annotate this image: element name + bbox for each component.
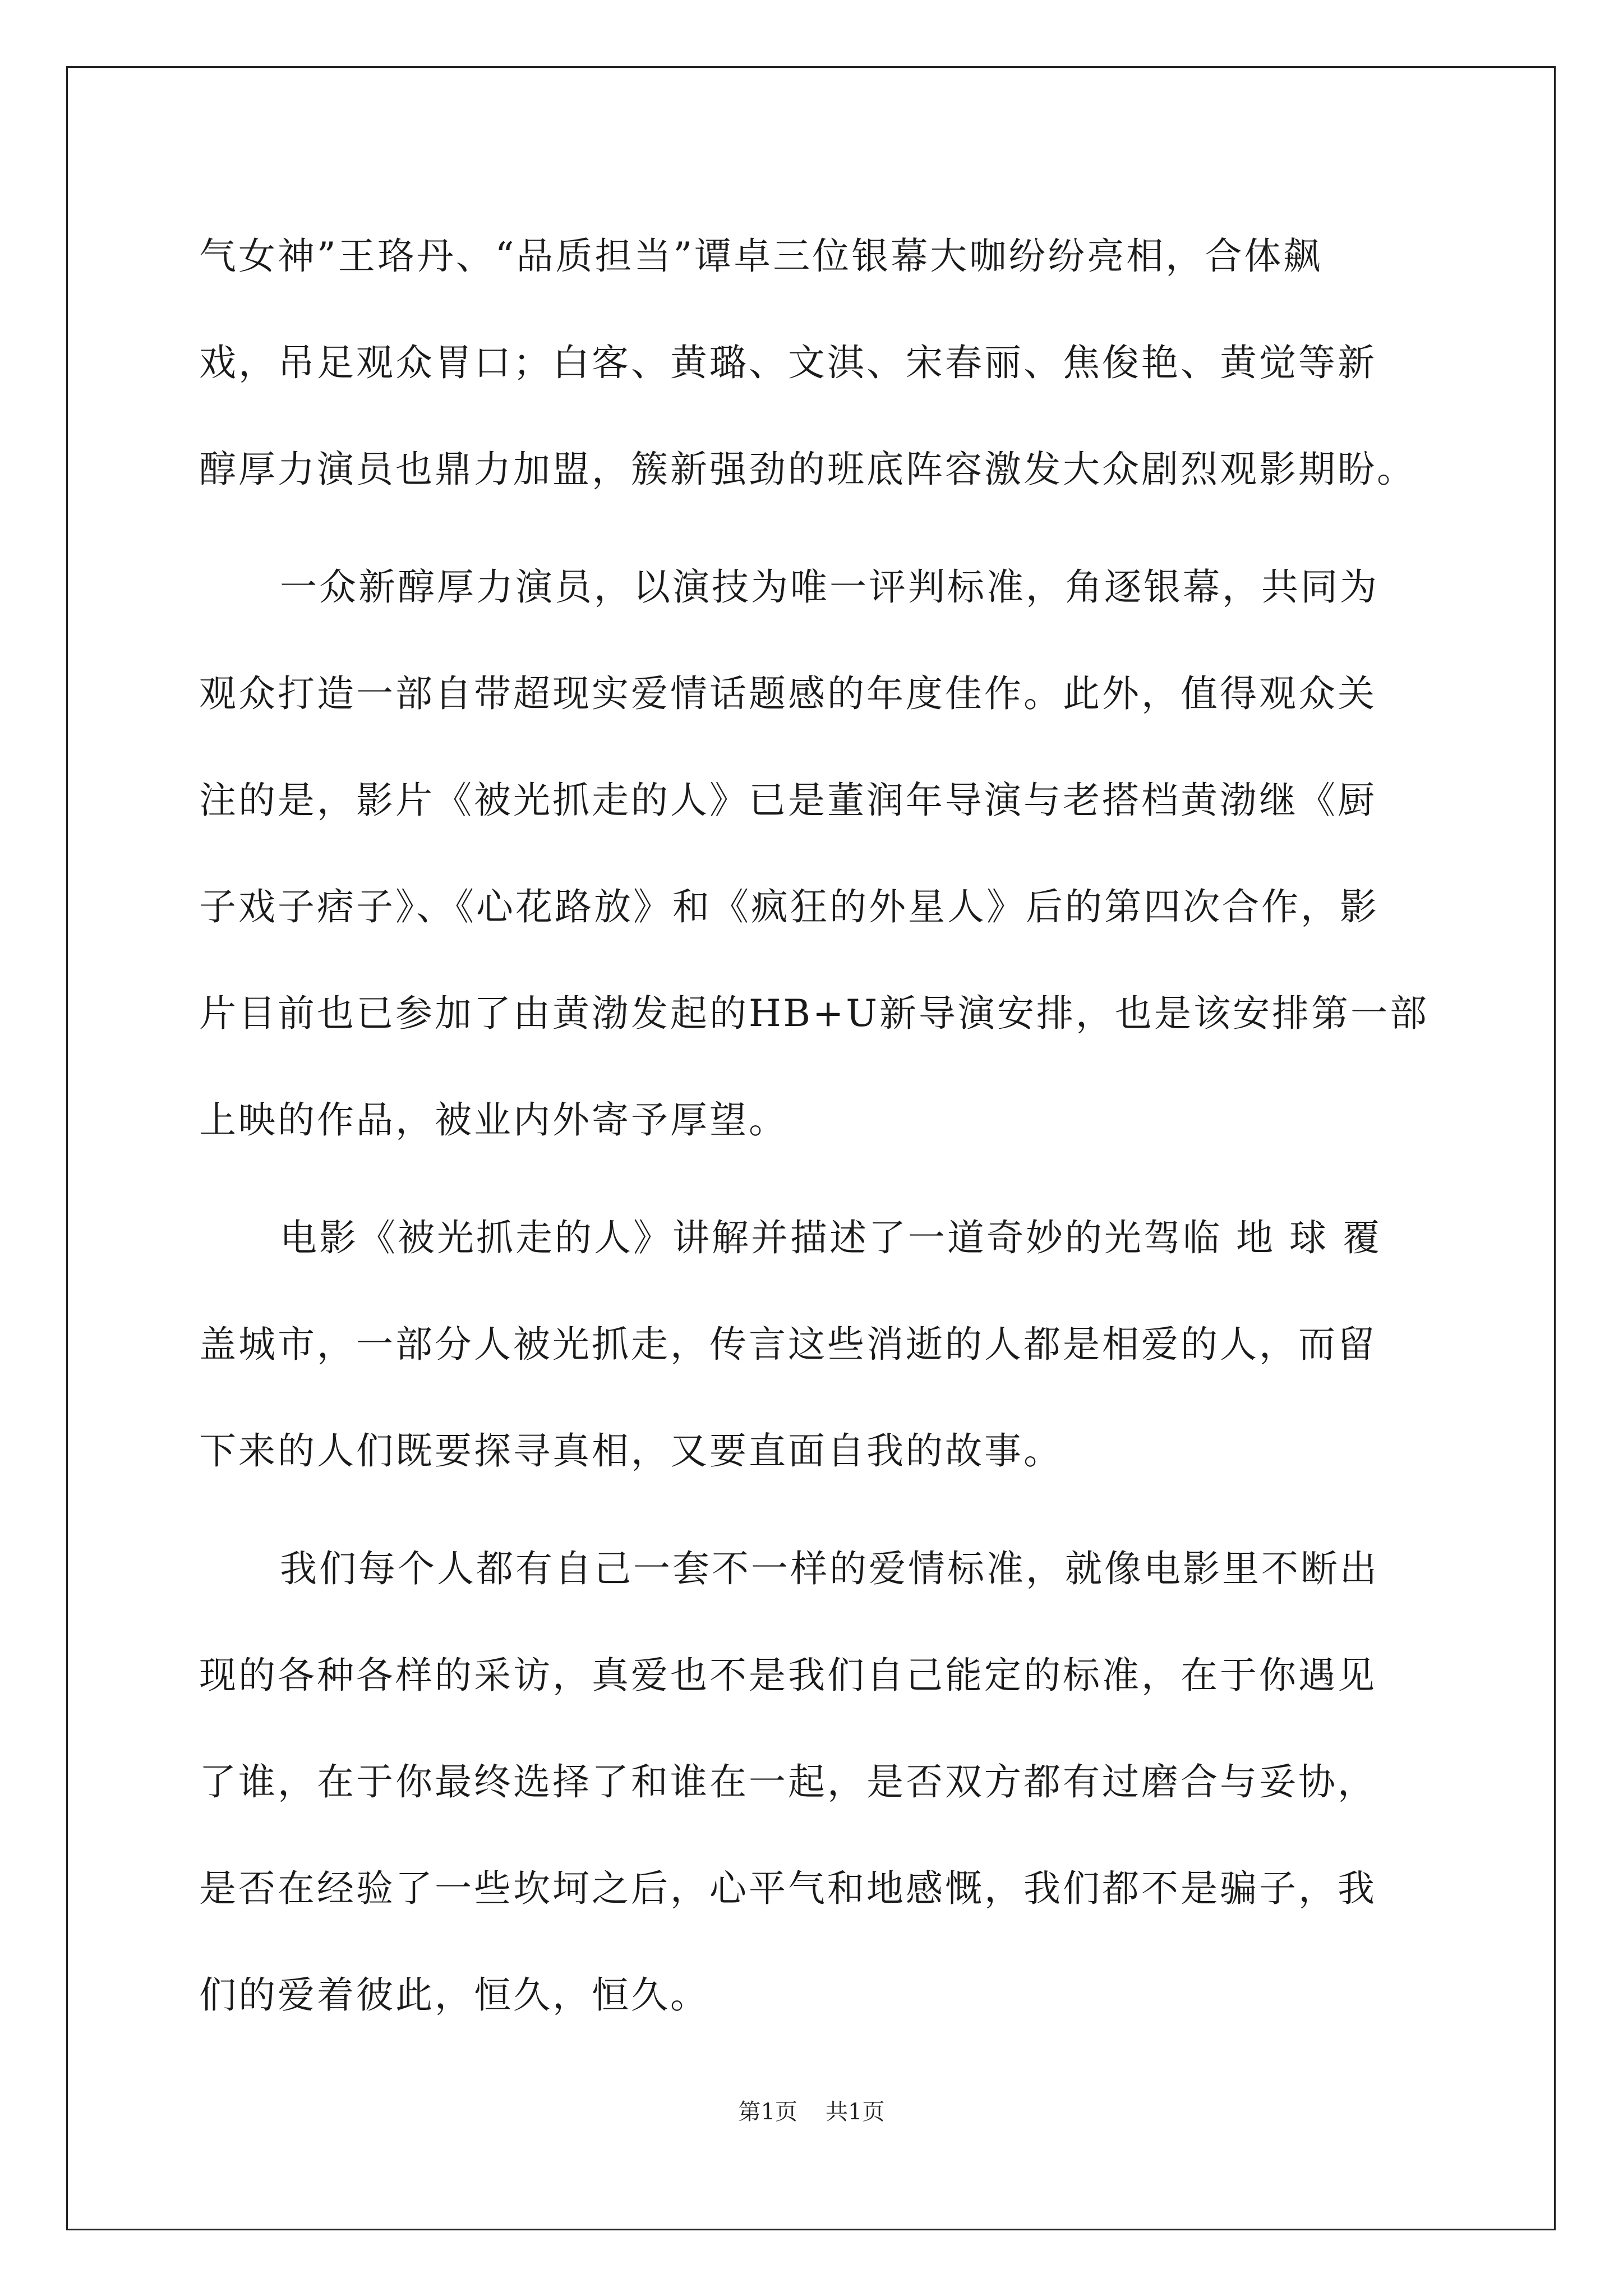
text-line: 观众打造一部自带超现实爱情话题感的年度佳作。此外，值得观众关	[199, 672, 1377, 715]
text-line: 片目前也已参加了由黄渤发起的HB+U新导演安排，也是该安排第一部	[199, 992, 1429, 1035]
text-line: 盖城市，一部分人被光抓走，传言这些消逝的人都是相爱的人，而留	[199, 1323, 1377, 1366]
text-line: 现的各种各样的采访，真爱也不是我们自己能定的标准，在于你遇见	[199, 1654, 1377, 1697]
text-line: 了谁，在于你最终选择了和谁在一起，是否双方都有过磨合与妥协，	[199, 1760, 1377, 1803]
page-total: 共1页	[826, 2099, 885, 2125]
text-line: 我们每个人都有自己一套不一样的爱情标准，就像电影里不断出	[280, 1547, 1379, 1590]
text-line: 气女神”王珞丹、“品质担当”谭卓三位银幕大咖纷纷亮相，合体飙	[199, 234, 1323, 278]
text-line: 戏，吊足观众胃口；白客、黄璐、文淇、宋春丽、焦俊艳、黄觉等新	[199, 341, 1377, 384]
text-line: 电影《被光抓走的人》讲解并描述了一道奇妙的光驾临 地 球 覆	[280, 1216, 1382, 1259]
text-line: 子戏子痞子》、《心花路放》和《疯狂的外星人》后的第四次合作，影	[199, 885, 1379, 928]
text-line: 一众新醇厚力演员，以演技为唯一评判标准，角逐银幕，共同为	[280, 565, 1379, 609]
document-body	[199, 203, 1433, 2049]
text-line: 上映的作品，被业内外寄予厚望。	[199, 1098, 788, 1142]
text-line: 醇厚力演员也鼎力加盟，簇新强劲的班底阵容激发大众剧烈观影期盼。	[199, 448, 1416, 491]
text-line: 下来的人们既要探寻真相，又要直面自我的故事。	[199, 1429, 1063, 1473]
page-number: 第1页	[738, 2099, 797, 2125]
page-footer	[0, 2095, 1623, 2129]
text-line: 注的是，影片《被光抓走的人》已是董润年导演与老搭档黄渤继《厨	[199, 779, 1377, 822]
text-line: 是否在经验了一些坎坷之后，心平气和地感慨，我们都不是骗子，我	[199, 1867, 1377, 1910]
text-line: 们的爱着彼此，恒久，恒久。	[199, 1973, 709, 2017]
